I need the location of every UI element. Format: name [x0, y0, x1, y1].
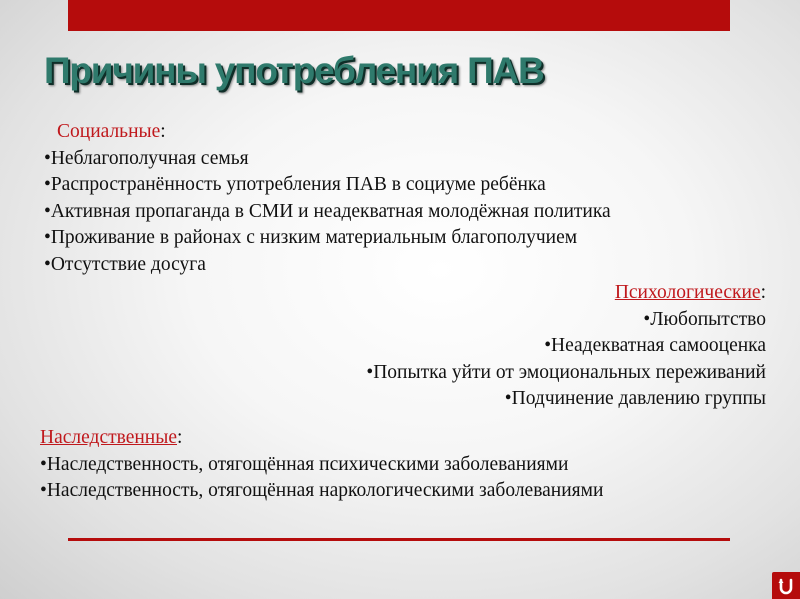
- list-item: •Попытка уйти от эмоциональных переживаний: [366, 361, 766, 383]
- list-item: •Наследственность, отягощённая психическими заболеваниями: [40, 453, 569, 475]
- social-section: [44, 119, 744, 279]
- hereditary-section: [40, 425, 740, 505]
- social-heading: [44, 119, 744, 146]
- list-item: •Подчинение давлению группы: [504, 388, 766, 410]
- top-accent-bar: [68, 0, 730, 31]
- list-item: •Любопытство: [643, 308, 766, 330]
- list-item: •Распространённость употребления ПАВ в социуме ребёнка: [44, 174, 546, 196]
- list-item: •Проживание в районах с низким материальным благополучием: [44, 227, 578, 249]
- list-item: •Активная пропаганда в СМИ и неадекватная молодёжная политика: [44, 200, 611, 222]
- psychological-heading-label: Психологические: [614, 282, 761, 303]
- hereditary-heading-label: Наследственные: [40, 427, 177, 448]
- list-item: •Неадекватная самооценка: [544, 335, 766, 357]
- hereditary-heading-colon: :: [177, 427, 183, 448]
- social-heading-colon: :: [160, 121, 166, 142]
- psychological-heading: [206, 280, 766, 307]
- psychological-section: [206, 280, 766, 413]
- psychological-heading-colon: :: [760, 282, 766, 303]
- return-button[interactable]: [772, 572, 800, 599]
- list-item: •Отсутствие досуга: [44, 253, 206, 275]
- social-heading-label: Социальные: [57, 121, 161, 142]
- list-item: •Неблагополучная семья: [44, 147, 249, 169]
- return-icon: [777, 577, 795, 595]
- list-item: •Наследственность, отягощённая наркологическими заболеваниями: [40, 480, 604, 502]
- hereditary-heading: [40, 425, 740, 452]
- bottom-divider: [68, 538, 730, 541]
- page-title: Причины употребления ПАВ: [44, 50, 544, 91]
